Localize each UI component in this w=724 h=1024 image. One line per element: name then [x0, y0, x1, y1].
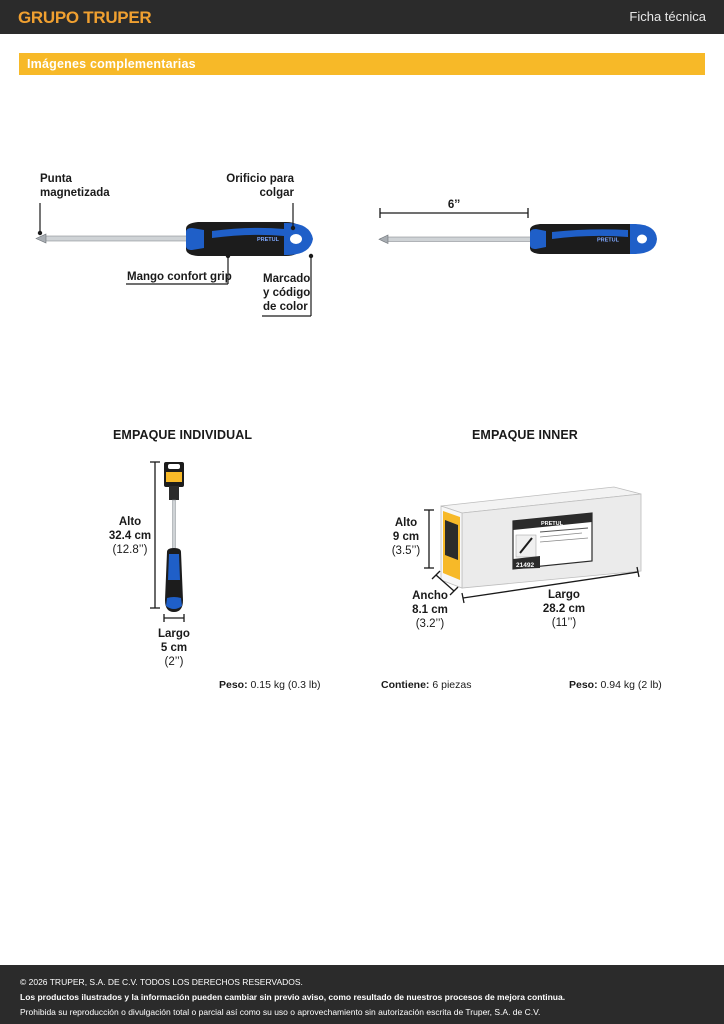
- truper-logo: GRUPO TRUPER: [18, 8, 152, 27]
- individual-package-title: EMPAQUE INDIVIDUAL: [113, 428, 253, 442]
- inner-length: Largo 28.2 cm (11’’): [542, 589, 586, 629]
- document-type: Ficha técnica: [629, 9, 706, 24]
- hole-callout: Orificio para colgar: [226, 173, 294, 199]
- length-callout: 6’’: [447, 199, 461, 211]
- inner-contains: Contiene: 6 piezas: [381, 679, 472, 691]
- screwdriver-length-image: [379, 208, 657, 254]
- footer: [0, 965, 724, 1024]
- individual-length: Largo 5 cm (2’’): [158, 628, 190, 668]
- box-code: 21492: [516, 562, 535, 569]
- handle-brand-mark-2: PRETUL: [597, 237, 619, 244]
- inner-height: Alto 9 cm (3.5’’): [391, 517, 421, 557]
- inner-package-title: EMPAQUE INNER: [472, 428, 578, 442]
- individual-height: Alto 32.4 cm (12.8’’): [108, 516, 152, 556]
- marking-callout: Marcado y código de color: [263, 273, 311, 313]
- footer-prohibition: Prohibida su reproducción o divulgación total o parcial así como su uso o aprovechamiento sin autorización escrita de Truper, S.A. de C.V.: [20, 1007, 541, 1017]
- individual-weight: Peso: 0.15 kg (0.3 lb): [219, 679, 321, 691]
- box-brand: PRETUL: [541, 521, 563, 527]
- section-title: Imágenes complementarias: [19, 53, 705, 75]
- tip-callout: Punta magnetizada: [40, 173, 110, 199]
- inner-width: Ancho 8.1 cm (3.2’’): [412, 590, 448, 630]
- footer-copyright: © 2026 TRUPER, S.A. DE C.V. TODOS LOS DERECHOS RESERVADOS.: [20, 977, 303, 987]
- inner-package-image: [424, 487, 641, 603]
- footer-disclaimer: Los productos ilustrados y la información pueden cambiar sin previo aviso, como resultado de nuestros procesos de mejora continua.: [20, 992, 566, 1002]
- grip-callout: Mango confort grip: [127, 271, 232, 283]
- inner-weight: Peso: 0.94 kg (2 lb): [569, 679, 662, 691]
- handle-brand-mark: PRETUL: [257, 237, 279, 243]
